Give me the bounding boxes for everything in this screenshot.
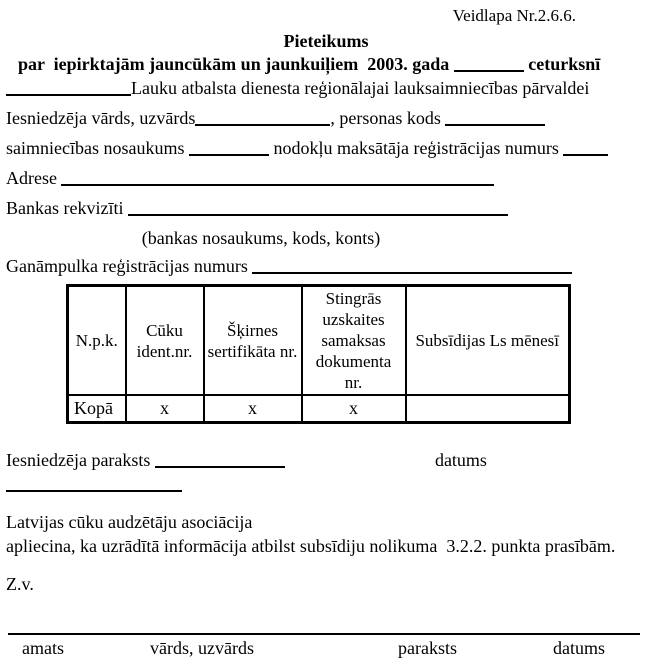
livestock-table — [66, 284, 571, 424]
footer-label-datums: datums — [553, 638, 605, 658]
table-header-pig-id: Cūku ident.nr. — [126, 286, 204, 396]
applicant-signature-line — [6, 448, 646, 496]
applicant-name-label: Iesniedzēja vārds, uzvārds — [6, 108, 196, 128]
applicant-name-blank — [195, 110, 330, 126]
footer-label-vards-uzvards: vārds, uzvārds — [150, 638, 254, 658]
table-header-subsidy: Subsīdijas Ls mēnesī — [406, 286, 570, 396]
tax-reg-label: nodokļu maksātāja reģistrācijas numurs — [268, 138, 564, 158]
bank-details-hint: (bankas nosaukums, kods, konts) — [141, 228, 381, 248]
seal-label: Z.v. — [6, 574, 34, 594]
personal-code-blank — [445, 110, 545, 126]
table-header-breed-cert: Šķirnes sertifikāta nr. — [204, 286, 302, 396]
bank-details-blank — [128, 200, 508, 216]
applicant-signature-label: Iesniedzēja paraksts — [6, 450, 155, 470]
herd-reg-blank — [252, 258, 572, 274]
association-name: Latvijas cūku audzētāju asociācija — [6, 512, 253, 532]
bank-line — [6, 196, 646, 220]
total-cell-breed-cert: x — [204, 395, 302, 423]
farm-name-label: saimniecības nosaukums — [6, 138, 189, 158]
quarter-blank — [454, 56, 524, 72]
table-total-row — [68, 395, 570, 423]
applicant-name-line — [6, 106, 646, 130]
recipient-line — [6, 76, 646, 100]
date-blank — [6, 476, 182, 492]
association-statement: apliecina, ka uzrādītā informācija atbilst subsīdiju nolikuma 3.2.2. punkta prasībām. — [6, 536, 616, 556]
table-header-payment-doc: Stingrās uzskaites samaksas dokumenta nr. — [302, 286, 406, 396]
recipient-text: Lauku atbalsta dienesta reģionālajai lauksaimniecības pārvaldei — [131, 78, 590, 98]
personal-code-label: , personas kods — [330, 108, 446, 128]
form-number: Veidlapa Nr.2.6.6. — [452, 6, 576, 25]
subtitle-text-after: ceturksnī — [523, 54, 601, 74]
association-block — [6, 510, 646, 558]
total-label-cell: Kopā — [68, 395, 126, 423]
subtitle-text-before: par iepirktajām jauncūkām un jaunkuiļiem 2003. gada — [18, 54, 454, 74]
applicant-signature-blank — [155, 452, 285, 468]
total-cell-payment-doc: x — [302, 395, 406, 423]
herd-line — [6, 254, 646, 278]
form-subtitle — [6, 52, 646, 76]
date-label: datums — [434, 450, 492, 470]
tax-reg-blank — [563, 140, 608, 156]
table-header-row — [68, 286, 570, 396]
table-header-npk: N.p.k. — [68, 286, 126, 396]
footer-label-paraksts: paraksts — [398, 638, 457, 658]
signature-footer — [8, 633, 640, 667]
address-blank — [61, 170, 494, 186]
total-cell-subsidy — [406, 395, 570, 423]
form-title: Pieteikums — [283, 31, 369, 51]
address-line — [6, 166, 646, 190]
farm-line — [6, 136, 646, 160]
herd-reg-label: Ganāmpulka reģistrācijas numurs — [6, 256, 253, 276]
footer-label-amats: amats — [22, 638, 64, 658]
total-cell-pig-id: x — [126, 395, 204, 423]
regional-office-blank — [6, 80, 131, 96]
farm-name-blank — [189, 140, 269, 156]
address-label: Adrese — [6, 168, 62, 188]
bank-details-label: Bankas rekvizīti — [6, 198, 128, 218]
